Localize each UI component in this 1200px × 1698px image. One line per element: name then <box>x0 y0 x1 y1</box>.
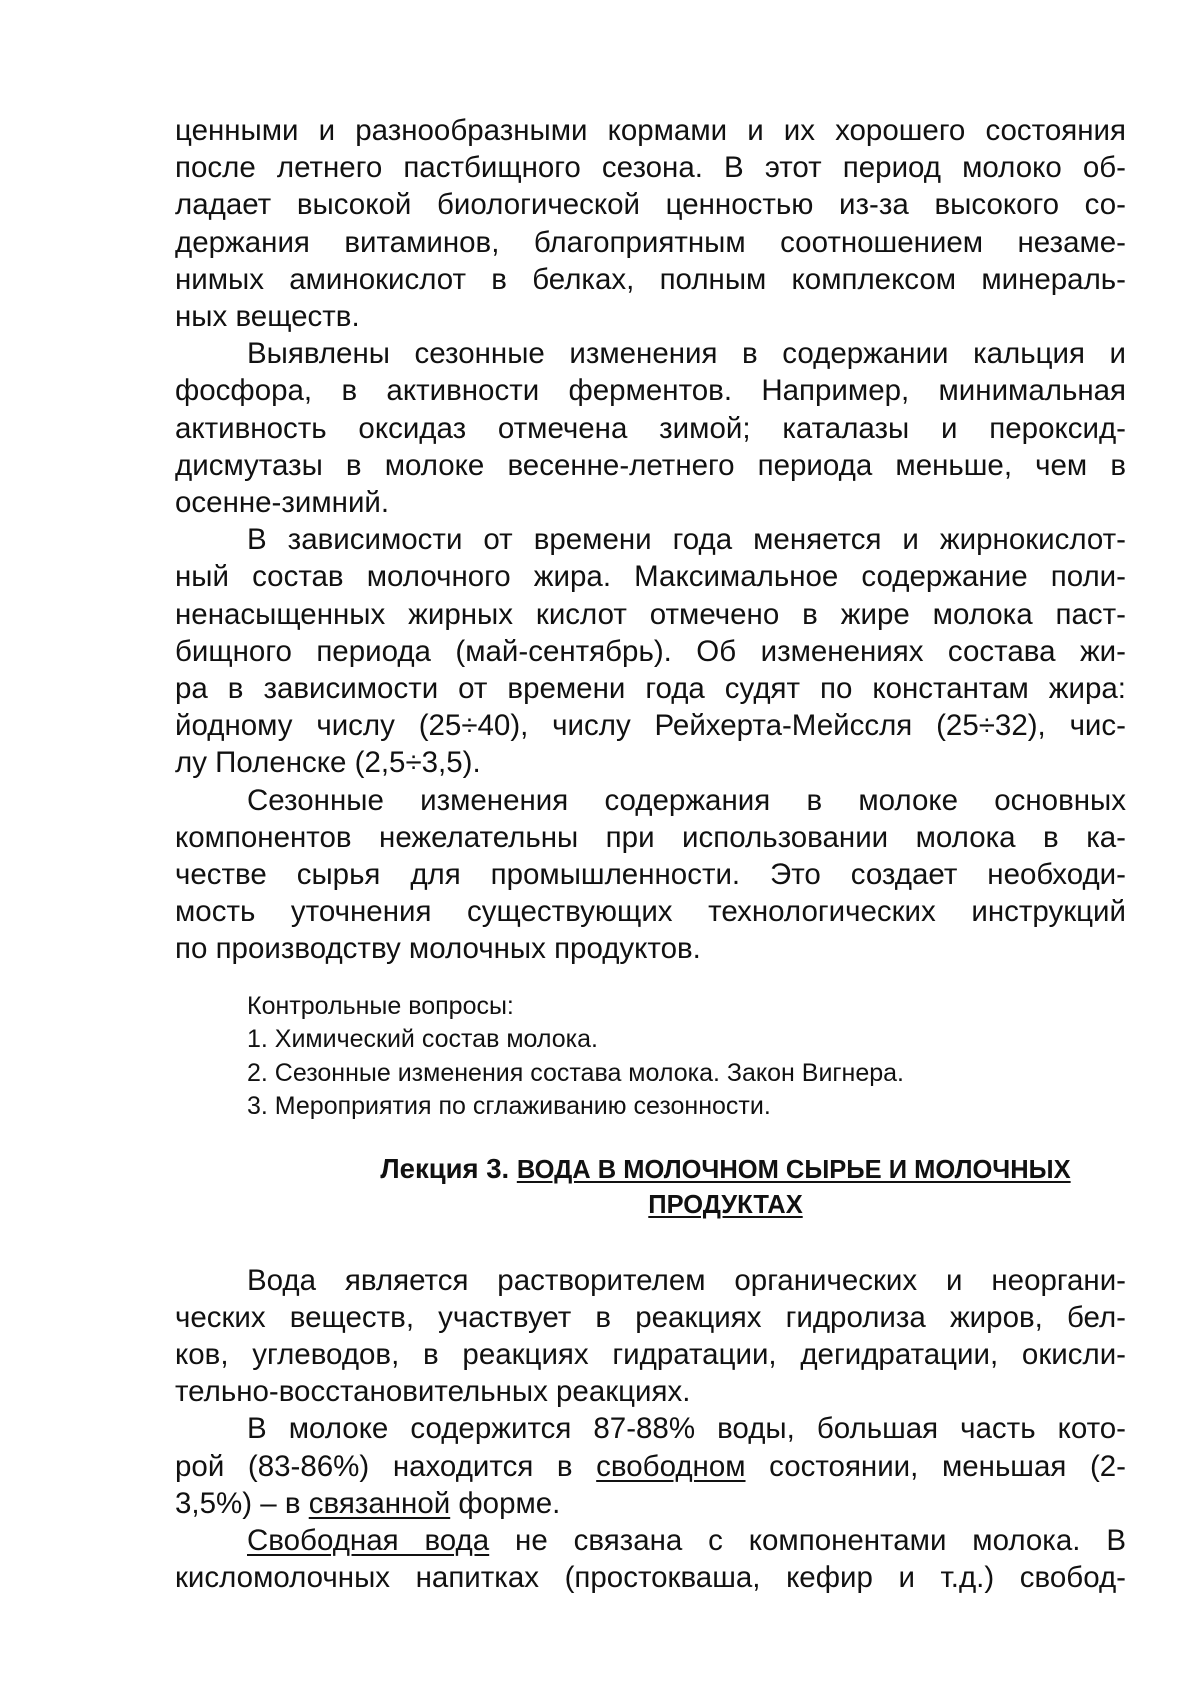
text-line: держания витаминов, благоприятным соотношением незаме- <box>175 224 1126 261</box>
text-fragment: рой (83-86%) находится в <box>175 1450 596 1483</box>
text-line: активность оксидаз отмечена зимой; каталазы и пероксид- <box>175 410 1126 447</box>
paragraph-seasonal-milk-value <box>175 112 1126 335</box>
lecture-title-line1: ВОДА В МОЛОЧНОМ СЫРЬЕ И МОЛОЧНЫХ <box>517 1156 1071 1184</box>
text-line: ненасыщенных жирных кислот отмечено в жире молока паст- <box>175 596 1126 633</box>
text-line: Выявлены сезонные изменения в содержании кальция и <box>175 335 1126 372</box>
paragraph-calcium-phosphorus <box>175 335 1126 521</box>
text-line: ных веществ. <box>175 298 1126 335</box>
question-item: 3. Мероприятия по сглаживанию сезонности. <box>247 1090 1126 1124</box>
text-line: ра в зависимости от времени года судят по константам жира: <box>175 670 1126 707</box>
text-line: лу Поленске (2,5÷3,5). <box>175 744 1126 781</box>
lecture-prefix: Лекция 3. <box>380 1153 516 1184</box>
text-line: ладает высокой биологической ценностью из-за высокого со- <box>175 186 1126 223</box>
text-line: нимых аминокислот в белках, полным комплексом минераль- <box>175 261 1126 298</box>
text-line: после летнего пастбищного сезона. В этот период молоко об- <box>175 149 1126 186</box>
text-line <box>175 1448 1126 1485</box>
underlined-term-bound: связанной <box>309 1487 450 1520</box>
text-fragment: форме. <box>450 1487 560 1520</box>
lecture-heading <box>175 1152 1126 1222</box>
lecture-title-line2: ПРОДУКТАХ <box>648 1191 802 1219</box>
text-line: В зависимости от времени года меняется и жирнокислот- <box>175 521 1126 558</box>
text-line <box>175 1485 1126 1522</box>
text-line: Вода является растворителем органических и неоргани- <box>175 1262 1126 1299</box>
text-line: честве сырья для промышленности. Это создает необходи- <box>175 856 1126 893</box>
text-fragment: состоянии, меньшая (2- <box>746 1450 1127 1483</box>
text-line: компонентов нежелательны при использовании молока в ка- <box>175 819 1126 856</box>
text-line: дисмутазы в молоке весенне-летнего периода меньше, чем в <box>175 447 1126 484</box>
text-line: тельно-восстановительных реакциях. <box>175 1373 1126 1410</box>
text-line: ческих веществ, участвует в реакциях гидролиза жиров, бел- <box>175 1299 1126 1336</box>
text-fragment: не связана с компонентами молока. В <box>489 1524 1126 1557</box>
text-line: йодному числу (25÷40), числу Рейхерта-Мейссля (25÷32), чис- <box>175 707 1126 744</box>
underlined-term-free: свободном <box>596 1450 745 1483</box>
document-page <box>175 112 1126 1597</box>
text-line: фосфора, в активности ферментов. Например, минимальная <box>175 372 1126 409</box>
question-item: 1. Химический состав молока. <box>247 1023 1126 1057</box>
paragraph-fatty-acids <box>175 521 1126 781</box>
text-line: ков, углеводов, в реакциях гидратации, дегидратации, окисли- <box>175 1336 1126 1373</box>
text-line: бищного периода (май-сентябрь). Об изменениях состава жи- <box>175 633 1126 670</box>
text-line: Сезонные изменения содержания в молоке основных <box>175 782 1126 819</box>
paragraph-water-content <box>175 1410 1126 1522</box>
text-line <box>175 1522 1126 1559</box>
text-line: по производству молочных продуктов. <box>175 930 1126 967</box>
paragraph-water-solvent <box>175 1262 1126 1411</box>
text-line: ценными и разнообразными кормами и их хорошего состояния <box>175 112 1126 149</box>
control-questions <box>175 990 1126 1124</box>
text-line: кисломолочных напитках (простокваша, кефир и т.д.) свобод- <box>175 1559 1126 1596</box>
paragraph-industry-impact <box>175 782 1126 968</box>
questions-title: Контрольные вопросы: <box>247 990 1126 1024</box>
text-line: ный состав молочного жира. Максимальное содержание поли- <box>175 558 1126 595</box>
text-line: осенне-зимний. <box>175 484 1126 521</box>
paragraph-free-water <box>175 1522 1126 1596</box>
section-spacer <box>175 1222 1126 1262</box>
question-item: 2. Сезонные изменения состава молока. Закон Вигнера. <box>247 1057 1126 1091</box>
text-fragment: 3,5%) – в <box>175 1487 309 1520</box>
underlined-term-free-water: Свободная вода <box>247 1524 489 1557</box>
text-line: мость уточнения существующих технологических инструкций <box>175 893 1126 930</box>
text-line: В молоке содержится 87-88% воды, большая часть кото- <box>175 1410 1126 1447</box>
